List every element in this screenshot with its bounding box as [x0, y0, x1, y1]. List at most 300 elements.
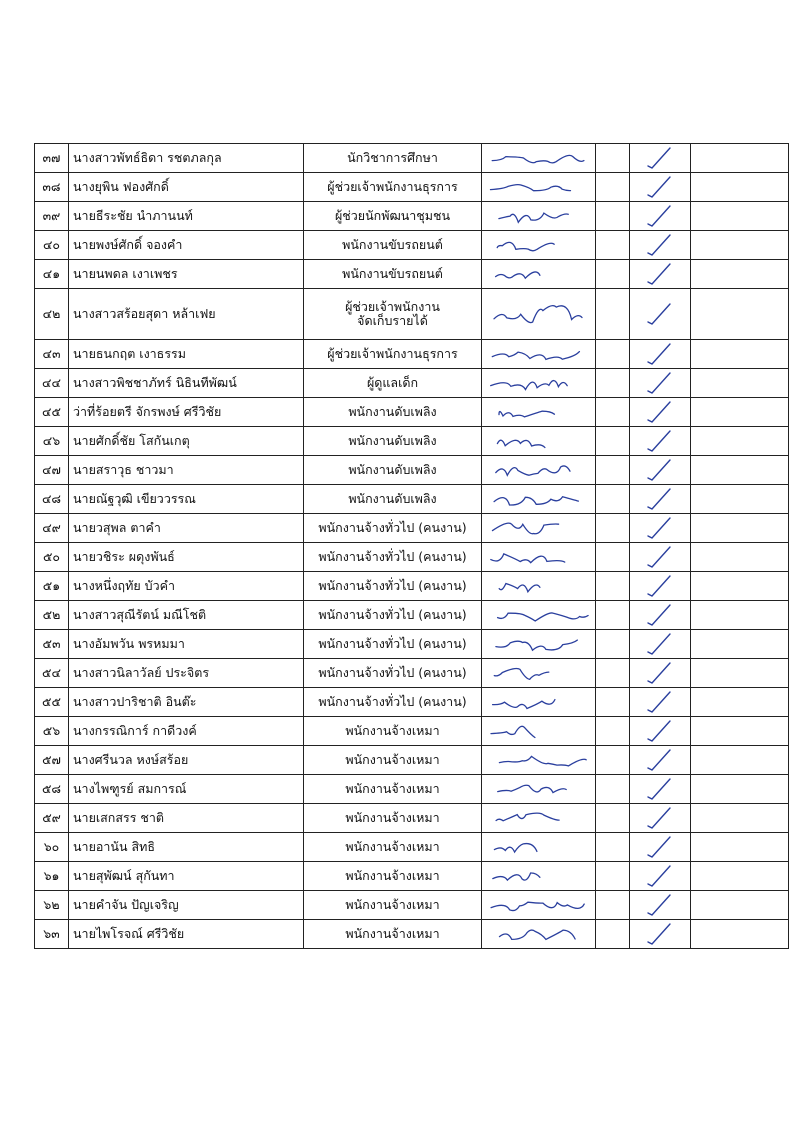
check-mark-icon	[630, 290, 690, 338]
table-row	[35, 173, 789, 202]
table-row	[35, 369, 789, 398]
attendance-check-cell	[630, 543, 691, 572]
table-row	[35, 717, 789, 746]
signature-cell	[482, 485, 596, 514]
attendance-check-cell	[630, 202, 691, 231]
employee-name: นายเสกสรร ชาติ	[69, 804, 304, 833]
signature-cell	[482, 833, 596, 862]
check-mark-stroke	[648, 402, 670, 422]
table-row	[35, 572, 789, 601]
employee-name: นายพงษ์ศักดิ์ จองคำ	[69, 231, 304, 260]
blank-cell	[596, 173, 630, 202]
table-row	[35, 456, 789, 485]
row-number: ๔๐	[35, 231, 69, 260]
table-row	[35, 920, 789, 949]
check-mark-stroke	[648, 692, 670, 712]
check-mark-stroke	[648, 489, 670, 509]
signature-cell	[482, 231, 596, 260]
remark-cell	[691, 202, 789, 231]
signature-cell	[482, 398, 596, 427]
check-mark-icon	[630, 370, 690, 396]
employee-position: พนักงานขับรถยนต์	[304, 231, 482, 260]
employee-name: นางไพฑูรย์ สมการณ์	[69, 775, 304, 804]
employee-position: พนักงานจ้างเหมา	[304, 920, 482, 949]
signature-stroke	[494, 668, 549, 679]
signature-cell	[482, 920, 596, 949]
employee-position: ผู้ช่วยนักพัฒนาชุมชน	[304, 202, 482, 231]
attendance-check-cell	[630, 144, 691, 173]
signature-stroke	[500, 930, 576, 939]
employee-position: พนักงานจ้างเหมา	[304, 833, 482, 862]
handwritten-signature	[482, 290, 595, 338]
check-mark-stroke	[648, 148, 670, 168]
row-number: ๔๙	[35, 514, 69, 543]
employee-name: นายสุพัฒน์ สุกันทา	[69, 862, 304, 891]
handwritten-signature	[482, 174, 595, 200]
signature-cell	[482, 688, 596, 717]
check-mark-stroke	[648, 431, 670, 451]
employee-position: นักวิชาการศึกษา	[304, 144, 482, 173]
employee-name: นางกรรณิการ์ กาดีวงค์	[69, 717, 304, 746]
handwritten-signature	[482, 631, 595, 657]
signature-stroke	[491, 902, 584, 910]
signature-stroke	[497, 242, 554, 250]
check-mark-icon	[630, 631, 690, 657]
signature-cell	[482, 173, 596, 202]
blank-cell	[596, 891, 630, 920]
handwritten-signature	[482, 602, 595, 628]
employee-name: นายอานัน สิทธิ	[69, 833, 304, 862]
table-row	[35, 398, 789, 427]
remark-cell	[691, 630, 789, 659]
row-number: ๔๓	[35, 340, 69, 369]
check-mark-icon	[630, 718, 690, 744]
check-mark-icon	[630, 573, 690, 599]
row-number: ๔๖	[35, 427, 69, 456]
signature-cell	[482, 260, 596, 289]
attendance-check-cell	[630, 398, 691, 427]
attendance-check-cell	[630, 260, 691, 289]
table-row	[35, 804, 789, 833]
handwritten-signature	[482, 892, 595, 918]
check-mark-icon	[630, 232, 690, 258]
remark-cell	[691, 891, 789, 920]
signature-stroke	[498, 785, 567, 792]
handwritten-signature	[482, 747, 595, 773]
employee-position: พนักงานจ้างทั่วไป (คนงาน)	[304, 659, 482, 688]
row-number: ๖๓	[35, 920, 69, 949]
remark-cell	[691, 427, 789, 456]
check-mark-icon	[630, 863, 690, 889]
employee-name: นางสาวพัทธ์ธิดา รชตภลกุล	[69, 144, 304, 173]
handwritten-signature	[482, 805, 595, 831]
employee-position: พนักงานดับเพลิง	[304, 485, 482, 514]
check-mark-icon	[630, 602, 690, 628]
check-mark-stroke	[648, 344, 670, 364]
blank-cell	[596, 543, 630, 572]
handwritten-signature	[482, 544, 595, 570]
row-number: ๓๗	[35, 144, 69, 173]
employee-position: พนักงานจ้างทั่วไป (คนงาน)	[304, 601, 482, 630]
handwritten-signature	[482, 515, 595, 541]
employee-name: นางสาวปาริชาติ อินต๊ะ	[69, 688, 304, 717]
remark-cell	[691, 572, 789, 601]
attendance-check-cell	[630, 804, 691, 833]
employee-position: ผู้ช่วยเจ้าพนักงานธุรการ	[304, 173, 482, 202]
employee-position: พนักงานดับเพลิง	[304, 427, 482, 456]
attendance-check-cell	[630, 659, 691, 688]
handwritten-signature	[482, 341, 595, 367]
employee-position: พนักงานจ้างเหมา	[304, 717, 482, 746]
signature-stroke	[491, 185, 571, 191]
employee-position: พนักงานจ้างทั่วไป (คนงาน)	[304, 543, 482, 572]
position-line: ผู้ช่วยเจ้าพนักงาน	[345, 298, 440, 314]
attendance-check-cell	[630, 833, 691, 862]
check-mark-icon	[630, 544, 690, 570]
check-mark-icon	[630, 805, 690, 831]
handwritten-signature	[482, 370, 595, 396]
check-mark-icon	[630, 747, 690, 773]
signature-stroke	[496, 272, 540, 278]
check-mark-icon	[630, 892, 690, 918]
signature-stroke	[494, 844, 537, 852]
signature-cell	[482, 775, 596, 804]
check-mark-stroke	[648, 373, 670, 393]
attendance-check-cell	[630, 231, 691, 260]
signature-stroke	[494, 306, 582, 323]
attendance-check-cell	[630, 340, 691, 369]
signature-stroke	[497, 440, 545, 447]
table-row	[35, 775, 789, 804]
remark-cell	[691, 340, 789, 369]
table-row	[35, 688, 789, 717]
blank-cell	[596, 659, 630, 688]
check-mark-icon	[630, 921, 690, 947]
row-number: ๔๘	[35, 485, 69, 514]
signature-cell	[482, 543, 596, 572]
signature-stroke	[499, 213, 568, 222]
row-number: ๕๒	[35, 601, 69, 630]
employee-name: นางสาวพิชชาภัทร์ นิธินทีพัฒน์	[69, 369, 304, 398]
employee-position: พนักงานจ้างทั่วไป (คนงาน)	[304, 514, 482, 543]
employee-name: ว่าที่ร้อยตรี จักรพงษ์ ศรีวิชัย	[69, 398, 304, 427]
attendance-check-cell	[630, 601, 691, 630]
table-row	[35, 891, 789, 920]
row-number: ๓๘	[35, 173, 69, 202]
table-row	[35, 833, 789, 862]
employee-name: นายวชิระ ผดุงพันธ์	[69, 543, 304, 572]
blank-cell	[596, 202, 630, 231]
handwritten-signature	[482, 457, 595, 483]
blank-cell	[596, 717, 630, 746]
employee-position: พนักงานจ้างเหมา	[304, 746, 482, 775]
attendance-check-cell	[630, 456, 691, 485]
remark-cell	[691, 717, 789, 746]
signature-cell	[482, 601, 596, 630]
blank-cell	[596, 456, 630, 485]
remark-cell	[691, 659, 789, 688]
table-row	[35, 485, 789, 514]
signature-stroke	[496, 640, 577, 650]
attendance-check-cell	[630, 891, 691, 920]
check-mark-stroke	[648, 177, 670, 197]
employee-name: นายวสุพล ตาคำ	[69, 514, 304, 543]
attendance-check-cell	[630, 920, 691, 949]
blank-cell	[596, 572, 630, 601]
signature-cell	[482, 202, 596, 231]
employee-position: พนักงานจ้างเหมา	[304, 862, 482, 891]
blank-cell	[596, 485, 630, 514]
check-mark-stroke	[648, 808, 670, 828]
attendance-check-cell	[630, 862, 691, 891]
row-number: ๕๓	[35, 630, 69, 659]
remark-cell	[691, 485, 789, 514]
row-number: ๔๗	[35, 456, 69, 485]
row-number: ๖๑	[35, 862, 69, 891]
employee-position: ผู้ดูแลเด็ก	[304, 369, 482, 398]
remark-cell	[691, 289, 789, 340]
employee-position: พนักงานจ้างเหมา	[304, 804, 482, 833]
table-row	[35, 202, 789, 231]
handwritten-signature	[482, 776, 595, 802]
signature-cell	[482, 862, 596, 891]
check-mark-icon	[630, 834, 690, 860]
row-number: ๕๔	[35, 659, 69, 688]
remark-cell	[691, 862, 789, 891]
attendance-check-cell	[630, 688, 691, 717]
check-mark-stroke	[648, 547, 670, 567]
remark-cell	[691, 398, 789, 427]
employee-name: นางอัมพวัน พรหมมา	[69, 630, 304, 659]
handwritten-signature	[482, 145, 595, 171]
employee-position: พนักงานขับรถยนต์	[304, 260, 482, 289]
check-mark-stroke	[648, 663, 670, 683]
check-mark-stroke	[648, 206, 670, 226]
employee-name: นางหนึ่งฤทัย บัวคำ	[69, 572, 304, 601]
employee-position: พนักงานจ้างเหมา	[304, 775, 482, 804]
employee-name: นางศรีนวล หงษ์สร้อย	[69, 746, 304, 775]
handwritten-signature	[482, 232, 595, 258]
row-number: ๕๘	[35, 775, 69, 804]
remark-cell	[691, 601, 789, 630]
blank-cell	[596, 920, 630, 949]
blank-cell	[596, 289, 630, 340]
blank-cell	[596, 260, 630, 289]
attendance-check-cell	[630, 630, 691, 659]
table-row	[35, 340, 789, 369]
handwritten-signature	[482, 486, 595, 512]
employee-position: พนักงานดับเพลิง	[304, 398, 482, 427]
signature-cell	[482, 514, 596, 543]
table-row	[35, 289, 789, 340]
row-number: ๔๕	[35, 398, 69, 427]
signature-stroke	[496, 813, 559, 821]
row-number: ๔๒	[35, 289, 69, 340]
employee-name: นายนพดล เงาเพชร	[69, 260, 304, 289]
employee-name: นายศักดิ์ชัย โสกันเกตุ	[69, 427, 304, 456]
check-mark-icon	[630, 457, 690, 483]
blank-cell	[596, 688, 630, 717]
employee-position: พนักงานจ้างทั่วไป (คนงาน)	[304, 688, 482, 717]
employee-name: นายณัฐวุฒิ เขียววรรณ	[69, 485, 304, 514]
check-mark-icon	[630, 660, 690, 686]
employee-name: นายธนกฤต เงาธรรม	[69, 340, 304, 369]
remark-cell	[691, 746, 789, 775]
table-row	[35, 543, 789, 572]
signature-stroke	[491, 554, 565, 563]
table-row	[35, 630, 789, 659]
blank-cell	[596, 144, 630, 173]
attendance-table	[34, 143, 789, 949]
check-mark-stroke	[648, 605, 670, 625]
check-mark-stroke	[648, 866, 670, 886]
signature-stroke	[499, 584, 540, 592]
check-mark-icon	[630, 341, 690, 367]
employee-name: นายธีระชัย นำภานนท์	[69, 202, 304, 231]
check-mark-stroke	[648, 721, 670, 741]
employee-name: นางสาวนิลาวัลย์ ประจิตร	[69, 659, 304, 688]
signature-stroke	[498, 613, 588, 621]
check-mark-icon	[630, 174, 690, 200]
handwritten-signature	[482, 660, 595, 686]
signature-cell	[482, 456, 596, 485]
check-mark-stroke	[648, 304, 670, 324]
signature-cell	[482, 427, 596, 456]
attendance-check-cell	[630, 427, 691, 456]
check-mark-icon	[630, 486, 690, 512]
handwritten-signature	[482, 921, 595, 947]
employee-position: พนักงานจ้างเหมา	[304, 891, 482, 920]
employee-position: ผู้ช่วยเจ้าพนักงานธุรการ	[304, 340, 482, 369]
check-mark-icon	[630, 145, 690, 171]
check-mark-stroke	[648, 576, 670, 596]
employee-name: นายคำจัน ปัญเจริญ	[69, 891, 304, 920]
remark-cell	[691, 543, 789, 572]
signature-cell	[482, 144, 596, 173]
table-row	[35, 231, 789, 260]
blank-cell	[596, 775, 630, 804]
attendance-check-cell	[630, 289, 691, 340]
check-mark-stroke	[648, 518, 670, 538]
attendance-check-cell	[630, 369, 691, 398]
blank-cell	[596, 630, 630, 659]
blank-cell	[596, 340, 630, 369]
check-mark-stroke	[648, 837, 670, 857]
employee-position	[304, 289, 482, 340]
position-line: จัดเก็บรายได้	[357, 313, 428, 328]
remark-cell	[691, 920, 789, 949]
signature-cell	[482, 659, 596, 688]
handwritten-signature	[482, 834, 595, 860]
handwritten-signature	[482, 718, 595, 744]
employee-position: พนักงานจ้างทั่วไป (คนงาน)	[304, 630, 482, 659]
table-row	[35, 659, 789, 688]
employee-position: พนักงานจ้างทั่วไป (คนงาน)	[304, 572, 482, 601]
attendance-check-cell	[630, 514, 691, 543]
remark-cell	[691, 688, 789, 717]
table-row	[35, 601, 789, 630]
employee-name: นางสาวสุณีรัตน์ มณีโชติ	[69, 601, 304, 630]
row-number: ๖๐	[35, 833, 69, 862]
check-mark-stroke	[648, 460, 670, 480]
handwritten-signature	[482, 428, 595, 454]
handwritten-signature	[482, 573, 595, 599]
check-mark-icon	[630, 515, 690, 541]
table-row	[35, 746, 789, 775]
signature-stroke	[499, 756, 586, 766]
row-number: ๕๑	[35, 572, 69, 601]
check-mark-stroke	[648, 634, 670, 654]
row-number: ๔๔	[35, 369, 69, 398]
check-mark-stroke	[648, 264, 670, 284]
signature-cell	[482, 746, 596, 775]
employee-name: นางยุพิน ฟองศักดิ์	[69, 173, 304, 202]
row-number: ๕๐	[35, 543, 69, 572]
attendance-rows	[35, 144, 789, 949]
signature-stroke	[493, 700, 555, 709]
attendance-check-cell	[630, 572, 691, 601]
signature-stroke	[494, 497, 578, 505]
row-number: ๔๑	[35, 260, 69, 289]
employee-name: นางสาวสร้อยสุดา หล้าเฟย	[69, 289, 304, 340]
attendance-check-cell	[630, 746, 691, 775]
employee-name: นายไพโรจณ์ ศรีวิชัย	[69, 920, 304, 949]
check-mark-icon	[630, 776, 690, 802]
blank-cell	[596, 804, 630, 833]
handwritten-signature	[482, 261, 595, 287]
signature-cell	[482, 891, 596, 920]
remark-cell	[691, 231, 789, 260]
employee-position: พนักงานดับเพลิง	[304, 456, 482, 485]
table-row	[35, 427, 789, 456]
row-number: ๖๒	[35, 891, 69, 920]
row-number: ๕๙	[35, 804, 69, 833]
blank-cell	[596, 862, 630, 891]
remark-cell	[691, 804, 789, 833]
check-mark-stroke	[648, 895, 670, 915]
remark-cell	[691, 833, 789, 862]
signature-stroke	[491, 726, 535, 737]
check-mark-icon	[630, 261, 690, 287]
check-mark-stroke	[648, 235, 670, 255]
check-mark-icon	[630, 203, 690, 229]
attendance-check-cell	[630, 485, 691, 514]
row-number: ๕๗	[35, 746, 69, 775]
row-number: ๕๖	[35, 717, 69, 746]
signature-cell	[482, 289, 596, 340]
signature-stroke	[492, 352, 579, 360]
attendance-check-cell	[630, 775, 691, 804]
signature-stroke	[491, 381, 568, 390]
remark-cell	[691, 514, 789, 543]
blank-cell	[596, 427, 630, 456]
remark-cell	[691, 456, 789, 485]
employee-name: นายสราวุธ ชาวมา	[69, 456, 304, 485]
remark-cell	[691, 173, 789, 202]
handwritten-signature	[482, 689, 595, 715]
blank-cell	[596, 601, 630, 630]
row-number: ๕๕	[35, 688, 69, 717]
check-mark-icon	[630, 689, 690, 715]
signature-stroke	[496, 466, 570, 475]
remark-cell	[691, 369, 789, 398]
table-row	[35, 862, 789, 891]
check-mark-stroke	[648, 750, 670, 770]
attendance-check-cell	[630, 717, 691, 746]
signature-cell	[482, 340, 596, 369]
remark-cell	[691, 775, 789, 804]
blank-cell	[596, 398, 630, 427]
